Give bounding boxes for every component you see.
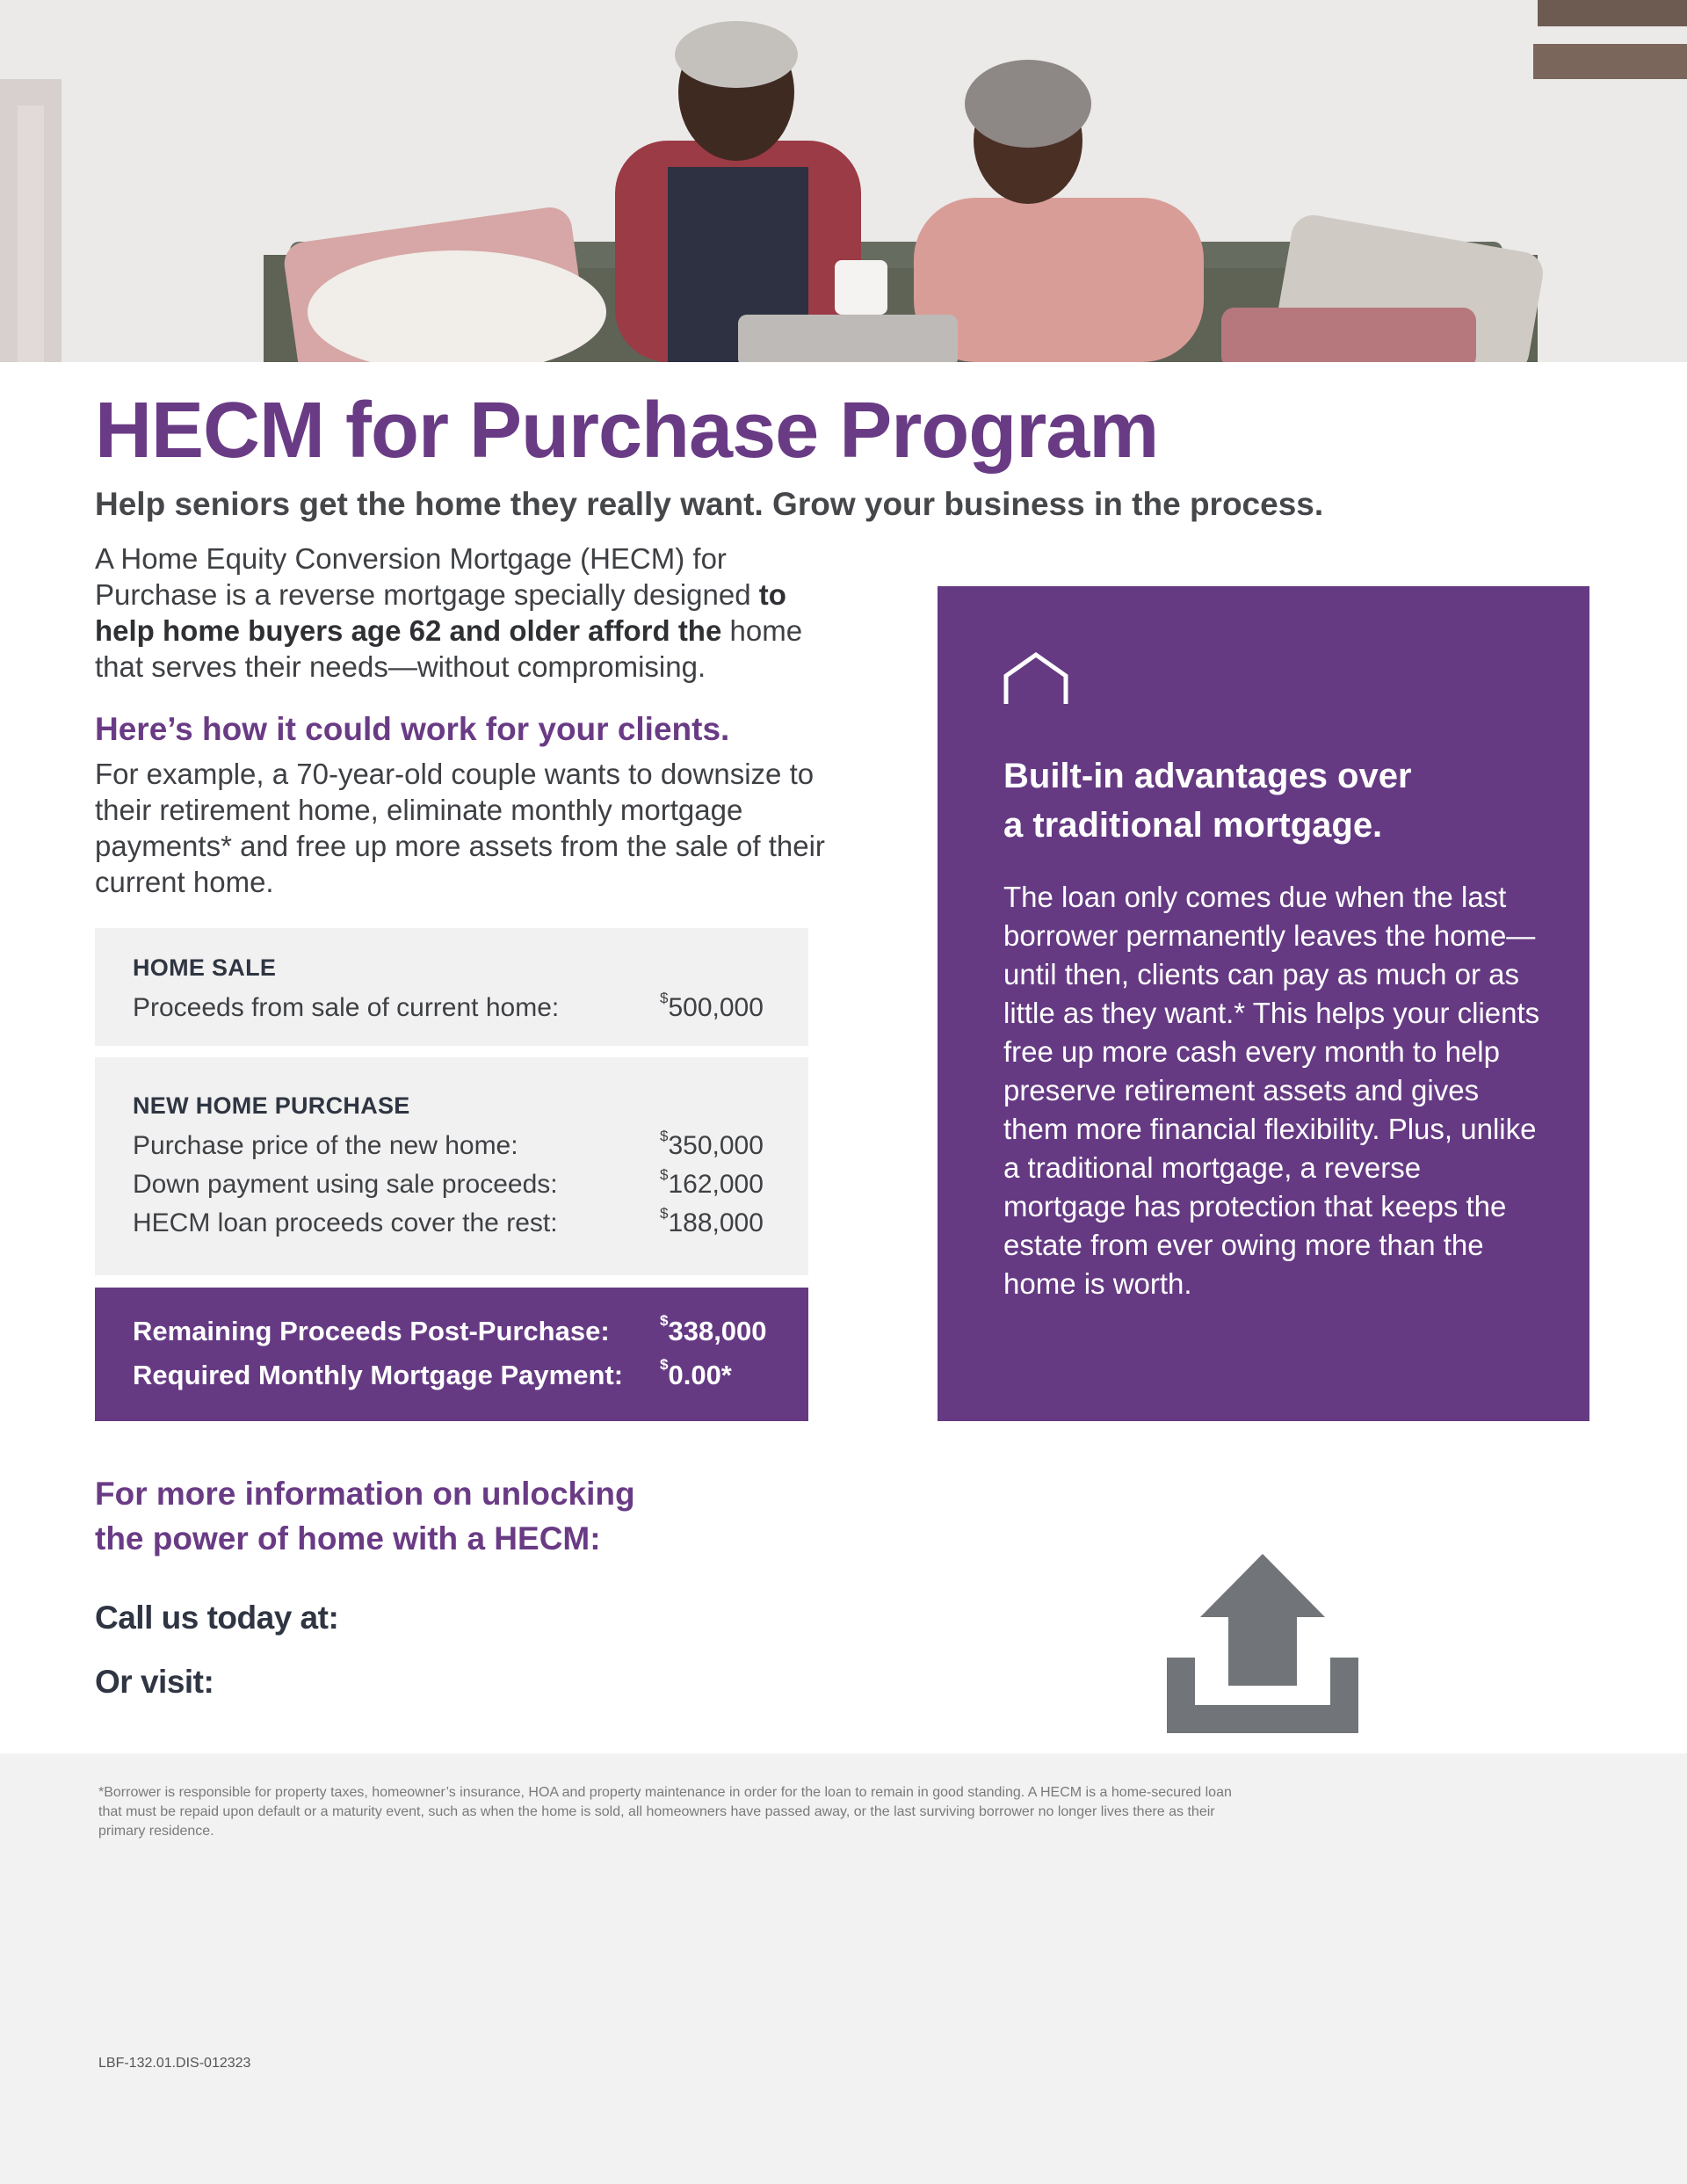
disclaimer-text: *Borrower is responsible for property taxes, homeowner’s insurance, HOA and property maintenance in order for the loan to remain in good standing. A HECM is a home-secured loan that must be repaid upon default or a maturity event, such as when the home is sold, all homeowners have passed away, or the last surviving borrower no longer lives there as their primary residence. (98, 1785, 1232, 1839)
advantages-heading (1003, 751, 1548, 850)
advantages-heading-line2: a traditional mortgage. (1003, 806, 1383, 845)
call-us-label: Call us today at: (95, 1600, 339, 1636)
table-row (133, 1312, 774, 1354)
row-value: $0.00* (660, 1356, 732, 1390)
intro-text-bold: to help home buyers age 62 and older afford the (95, 578, 786, 647)
row-label: Proceeds from sale of current home: (133, 993, 560, 1022)
new-home-purchase-label: NEW HOME PURCHASE (133, 1092, 410, 1119)
hero-illustration (0, 0, 1687, 362)
row-label: Purchase price of the new home: (133, 1131, 518, 1160)
house-icon (1001, 651, 1071, 707)
row-value: $188,000 (660, 1205, 764, 1237)
home-sale-label: HOME SALE (133, 954, 277, 981)
advantages-heading-line1: Built-in advantages over (1003, 757, 1412, 795)
row-label: Required Monthly Mortgage Payment: (133, 1360, 624, 1390)
advantages-panel (938, 586, 1589, 1421)
page-title: HECM for Purchase Program (95, 387, 1159, 475)
row-label: Down payment using sale proceeds: (133, 1170, 558, 1199)
document-code: LBF-132.01.DIS-012323 (98, 2056, 251, 2071)
intro-text-end: home that serves their needs—without compromising. (95, 614, 803, 683)
row-value: $350,000 (660, 1128, 764, 1160)
advantages-body: The loan only comes due when the last borrower permanently leaves the home—until then, clients can pay as much or as little as they want.* This helps your clients free up more cash every month to help preserve retirement assets and gives them more financial flexibility. Plus, unlike a traditional mortgage, a reverse mortgage has protection that keeps the estate from ever owing more than the home is worth. (1003, 881, 1540, 1300)
footer (0, 1753, 1687, 2184)
more-info-line1: For more information on unlocking (95, 1476, 635, 1512)
upload-icon[interactable] (1167, 1554, 1358, 1733)
row-value: $338,000 (660, 1312, 767, 1346)
row-label: Remaining Proceeds Post-Purchase: (133, 1316, 610, 1346)
table-row (133, 1205, 774, 1247)
table-row (133, 1356, 774, 1398)
intro-text-start: A Home Equity Conversion Mortgage (HECM) for Purchase is a reverse mortgage specially designed (95, 542, 751, 611)
hero-photo (0, 0, 1687, 362)
row-value: $162,000 (660, 1166, 764, 1199)
visit-label: Or visit: (95, 1664, 214, 1700)
table-row (133, 1128, 774, 1170)
example-paragraph: For example, a 70-year-old couple wants to downsize to their retirement home, eliminate monthly mortgage payments* and free up more assets from the sale of their current home. (95, 758, 825, 898)
table-row (133, 1166, 774, 1208)
table-row (133, 990, 774, 1032)
intro-paragraph (95, 541, 833, 685)
home-sale-box (95, 928, 808, 1046)
row-value: $500,000 (660, 990, 764, 1022)
how-it-works-heading: Here’s how it could work for your clients. (95, 711, 730, 747)
page-subtitle: Help seniors get the home they really want. Grow your business in the process. (95, 486, 1324, 522)
more-info-line2: the power of home with a HECM: (95, 1520, 601, 1556)
more-info-heading (95, 1471, 710, 1561)
summary-box (95, 1288, 808, 1421)
new-home-purchase-box (95, 1057, 808, 1275)
row-label: HECM loan proceeds cover the rest: (133, 1208, 558, 1237)
